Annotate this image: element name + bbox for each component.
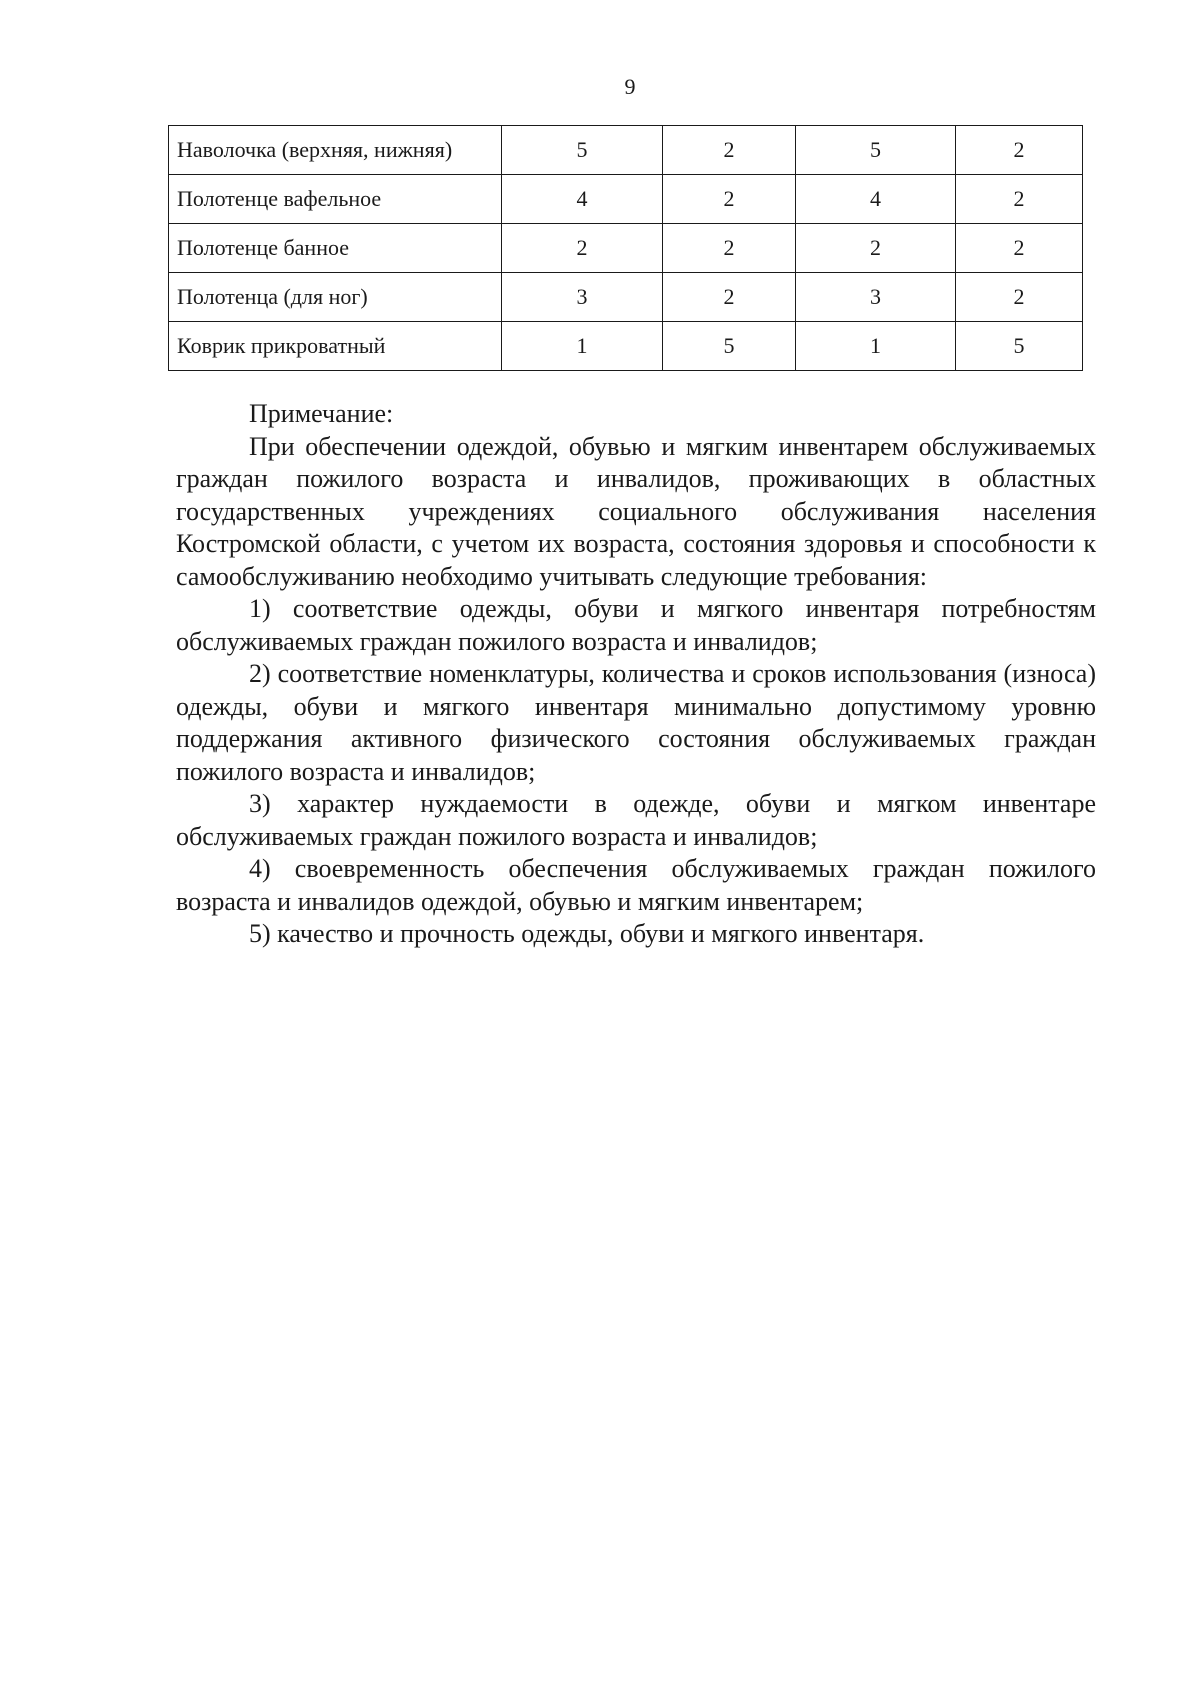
item-value: 5 (663, 322, 796, 371)
note-item: 2) соответствие номенклатуры, количества и сроков использования (износа) одежды, обуви и мягкого инвентаря минимально допустимому уровню поддержания активного физического состояния обслуживаемых граждан пожилого возраста и инвалидов; (176, 659, 1096, 786)
note-item: 3) характер нуждаемости в одежде, обуви и мягком инвентаре обслуживаемых граждан пожилого возраста и инвалидов; (176, 789, 1096, 851)
item-value: 2 (796, 224, 956, 273)
item-value: 3 (796, 273, 956, 322)
item-value: 4 (796, 175, 956, 224)
item-value: 4 (502, 175, 663, 224)
item-value: 1 (796, 322, 956, 371)
note-item: 4) своевременность обеспечения обслуживаемых граждан пожилого возраста и инвалидов одеждой, обувью и мягким инвентарем; (176, 854, 1096, 916)
item-value: 2 (956, 224, 1083, 273)
item-name: Коврик прикроватный (169, 322, 502, 371)
page-number: 9 (624, 74, 636, 99)
table-row (169, 224, 1083, 273)
item-value: 5 (502, 126, 663, 175)
table-row (169, 322, 1083, 371)
item-value: 3 (502, 273, 663, 322)
items-table (168, 125, 1083, 371)
item-value: 1 (502, 322, 663, 371)
item-value: 2 (956, 175, 1083, 224)
item-name: Полотенце вафельное (169, 175, 502, 224)
item-name: Полотенца (для ног) (169, 273, 502, 322)
note-intro: При обеспечении одеждой, обувью и мягким инвентарем обслуживаемых граждан пожилого возраста и инвалидов, проживающих в областных государственных учреждениях социального обслуживания населения Костромской области, с учетом их возраста, состояния здоровья и способности к самообслуживанию необходимо учитывать следующие требования: (176, 431, 1096, 591)
item-name: Наволочка (верхняя, нижняя) (169, 126, 502, 175)
table-row (169, 175, 1083, 224)
item-value: 2 (502, 224, 663, 273)
item-value: 2 (663, 224, 796, 273)
item-value: 2 (956, 126, 1083, 175)
item-value: 2 (663, 273, 796, 322)
item-value: 2 (956, 273, 1083, 322)
note-item: 5) качество и прочность одежды, обуви и мягкого инвентаря. (249, 919, 925, 948)
note-section (176, 398, 1096, 951)
item-value: 2 (663, 126, 796, 175)
item-name: Полотенце банное (169, 224, 502, 273)
note-title: Примечание: (249, 399, 394, 428)
item-value: 2 (663, 175, 796, 224)
note-item: 1) соответствие одежды, обуви и мягкого инвентаря потребностям обслуживаемых граждан пожилого возраста и инвалидов; (176, 594, 1096, 656)
item-value: 5 (796, 126, 956, 175)
table-row (169, 273, 1083, 322)
item-value: 5 (956, 322, 1083, 371)
table-row (169, 126, 1083, 175)
